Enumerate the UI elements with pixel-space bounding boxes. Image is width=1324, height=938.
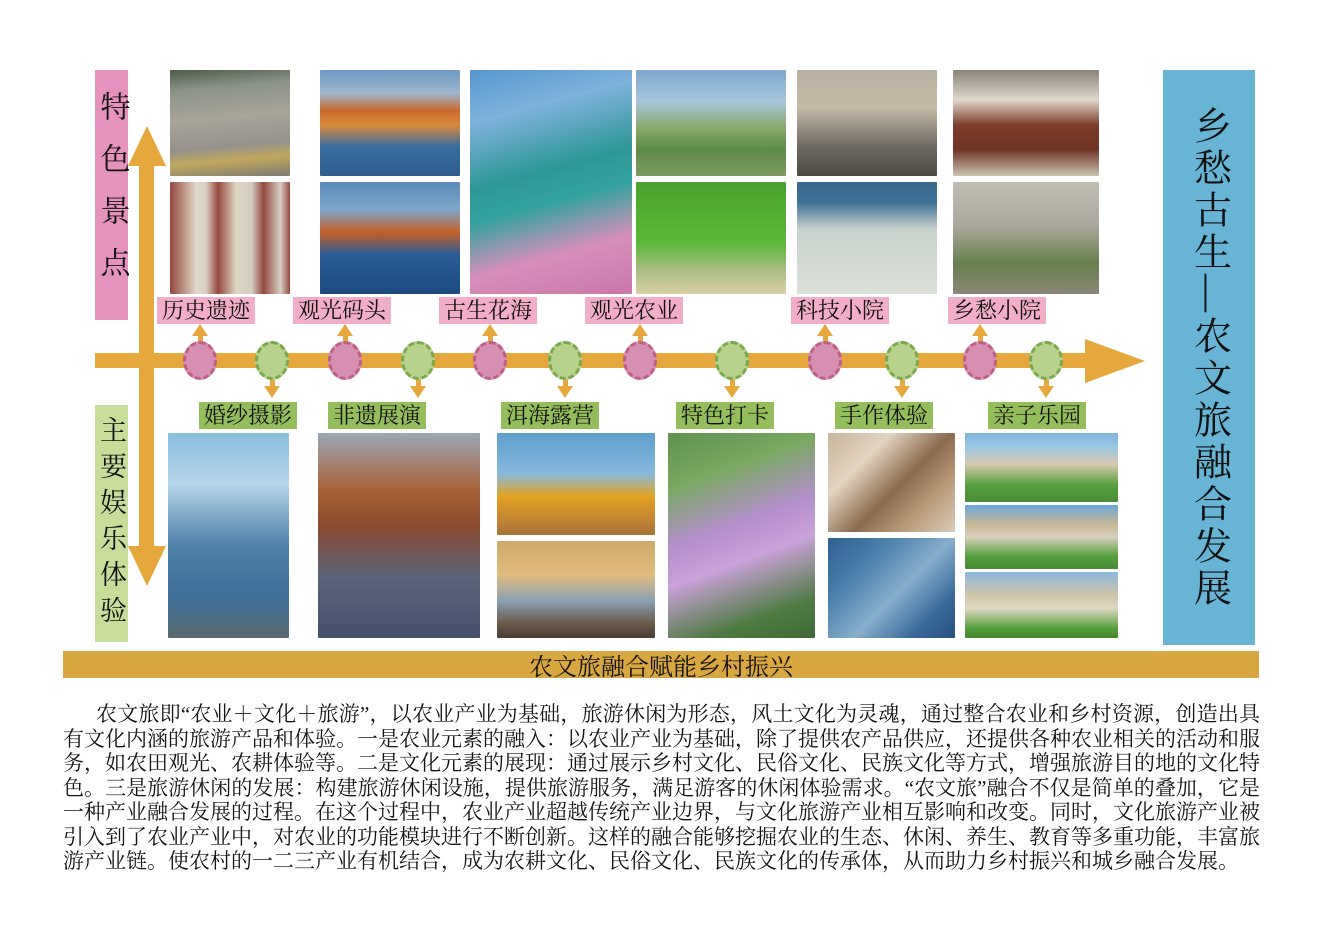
timeline-node-pink	[473, 341, 507, 380]
connector-down-icon	[894, 377, 910, 398]
photo-nostalgia-courtyard-2	[953, 182, 1099, 294]
photo-historic-site-1	[170, 70, 290, 176]
photo-family-park-2	[965, 505, 1118, 569]
label-erhai-camping: 洱海露营	[501, 402, 599, 429]
timeline-node-green	[548, 341, 582, 380]
timeline-node-green	[255, 341, 289, 380]
photo-science-courtyard-2	[797, 182, 937, 294]
timeline-node-green	[1029, 341, 1063, 380]
label-sightseeing-dock: 观光码头	[293, 297, 391, 324]
vertical-axis-arrow-up-icon	[128, 126, 166, 166]
photo-sightseeing-dock-1	[320, 70, 460, 176]
photo-wedding	[168, 433, 289, 638]
timeline-node-pink	[963, 341, 997, 380]
timeline-node-pink	[623, 341, 657, 380]
label-agritourism: 观光农业	[585, 297, 683, 324]
photo-flower-spot	[668, 433, 815, 638]
article-paragraph: 农文旅即“农业＋文化＋旅游”，以农业产业为基础，旅游休闲为形态，风土文化为灵魂，通过整合农业和乡村资源，创造出具有文化内涵的旅游产品和体验。一是农业元素的融入：以农业产业为基础，除了提供农产品供应，还提供各种农业相关的活动和服务，如农田观光、农耕体验等。二是文化元素的展现：通过展示乡村文化、民俗文化、民族文化等方式，增强旅游目的地的文化特色。三是旅游休闲的发展：构建旅游休闲设施，提供旅游服务，满足游客的休闲体验需求。“农文旅”融合不仅是简单的叠加，它是一种产业融合发展的过程。在这个过程中，农业产业超越传统产业边界，与文化旅游产业相互影响和改变。同时，文化旅游产业被引入到了农业产业中，对农业的功能模块进行不断创新。这样的融合能够挖掘农业的生态、休闲、养生、教育等多重功能，丰富旅游产业链。使农村的一二三产业有机结合，成为农耕文化、民俗文化、民族文化的传承体，从而助力乡村振兴和城乡融合发展。	[63, 702, 1260, 873]
photo-family-park-3	[965, 572, 1118, 638]
label-flower-sea: 古生花海	[439, 297, 537, 324]
photo-camping-1	[497, 433, 655, 535]
featured-attractions-band: 特色景点	[95, 70, 128, 320]
photo-handicraft-2	[828, 538, 955, 638]
label-historic-site: 历史遗迹	[157, 297, 255, 324]
timeline-arrow-right-icon	[1085, 339, 1145, 383]
label-science-courtyard: 科技小院	[791, 297, 889, 324]
photo-camping-2	[497, 541, 655, 638]
connector-down-icon	[557, 377, 573, 398]
photo-sightseeing-dock-2	[320, 182, 460, 294]
photo-historic-site-2	[170, 182, 290, 294]
bottom-title-text: 农文旅融合赋能乡村振兴	[529, 655, 793, 681]
timeline-node-green	[401, 341, 435, 380]
label-nostalgia-courtyard: 乡愁小院	[948, 297, 1046, 324]
connector-down-icon	[724, 377, 740, 398]
photo-handicraft-1	[828, 433, 955, 532]
timeline-node-green	[715, 341, 749, 380]
vertical-axis-arrow-down-icon	[128, 546, 166, 586]
photo-agritourism-1	[636, 70, 786, 176]
photo-science-courtyard-1	[797, 70, 937, 176]
theme-title-band: 乡愁古生—农文旅融合发展	[1163, 70, 1255, 645]
photo-agritourism-2	[636, 182, 786, 294]
timeline-node-green	[885, 341, 919, 380]
bottom-title-banner	[63, 651, 1259, 681]
connector-down-icon	[1038, 377, 1054, 398]
label-handicraft: 手作体验	[835, 402, 933, 429]
label-heritage-show: 非遗展演	[328, 402, 426, 429]
timeline-node-pink	[808, 341, 842, 380]
photo-nostalgia-courtyard-1	[953, 70, 1099, 176]
timeline-node-pink	[183, 341, 217, 380]
label-photo-spot: 特色打卡	[676, 402, 774, 429]
photo-family-park-1	[965, 433, 1118, 502]
timeline-node-pink	[328, 341, 362, 380]
timeline-bar	[95, 353, 1085, 368]
main-experiences-band: 主要娱乐体验	[95, 405, 128, 642]
photo-heritage-show	[318, 433, 480, 638]
label-wedding-photo: 婚纱摄影	[199, 402, 297, 429]
label-family-park: 亲子乐园	[988, 402, 1086, 429]
connector-down-icon	[410, 377, 426, 398]
connector-down-icon	[264, 377, 280, 398]
photo-flower-sea	[470, 70, 632, 294]
